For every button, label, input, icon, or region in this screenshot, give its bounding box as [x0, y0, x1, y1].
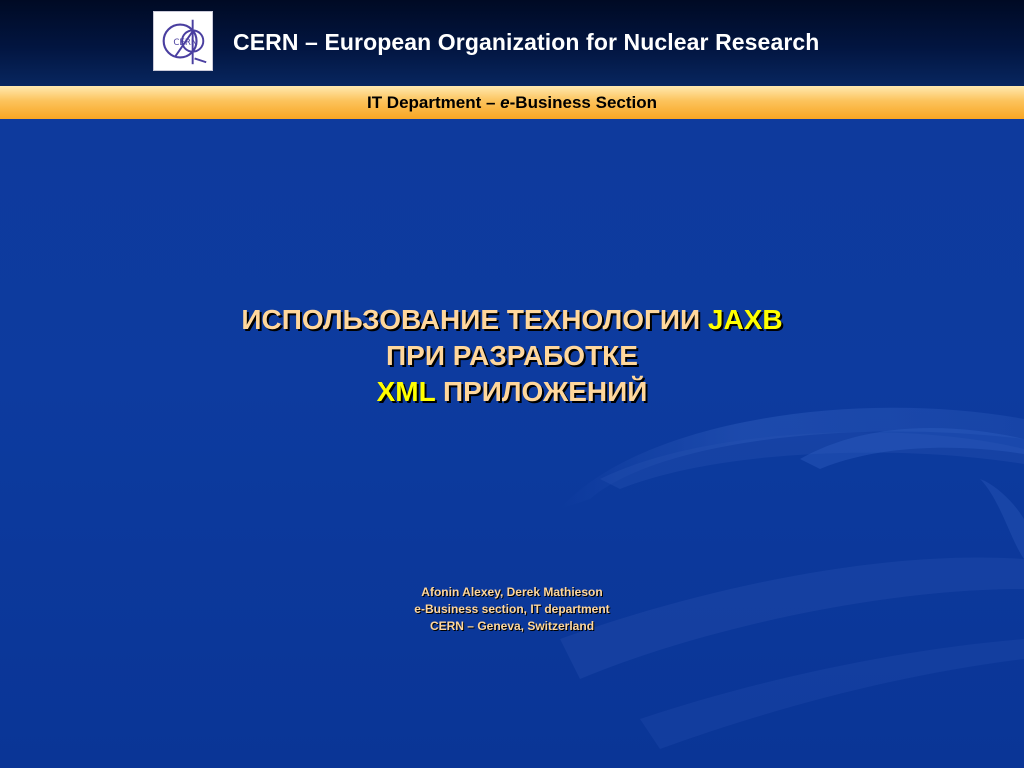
slide-title — [0, 302, 1024, 410]
decorative-swooshes — [0, 119, 1024, 768]
cern-logo — [153, 11, 213, 71]
title-line-1-text: ИСПОЛЬЗОВАНИЕ ТЕХНОЛОГИИ — [241, 304, 708, 335]
title-line-3 — [0, 374, 1024, 410]
author-location: CERN – Geneva, Switzerland — [429, 619, 595, 633]
title-line-3-text: ПРИЛОЖЕНИЙ — [435, 376, 648, 407]
title-highlight-xml: XML — [376, 376, 436, 407]
title-highlight-jaxb: JAXB — [707, 304, 783, 335]
author-department: e-Business section, IT department — [414, 602, 610, 616]
section-em: e — [500, 93, 510, 112]
section-title — [367, 93, 657, 113]
header-bar — [0, 0, 1024, 86]
logo-text: CERN — [173, 37, 198, 48]
section-prefix: IT Department – — [366, 93, 501, 112]
authors-block — [0, 584, 1024, 635]
title-line-1 — [0, 302, 1024, 338]
section-bar — [0, 86, 1024, 119]
title-line-2: ПРИ РАЗРАБОТКЕ — [386, 340, 638, 371]
author-names: Afonin Alexey, Derek Mathieson — [421, 585, 603, 599]
cern-logo-icon — [154, 12, 212, 70]
section-suffix: -Business Section — [509, 93, 658, 112]
organization-title: CERN – European Organization for Nuclear Research — [233, 29, 820, 55]
